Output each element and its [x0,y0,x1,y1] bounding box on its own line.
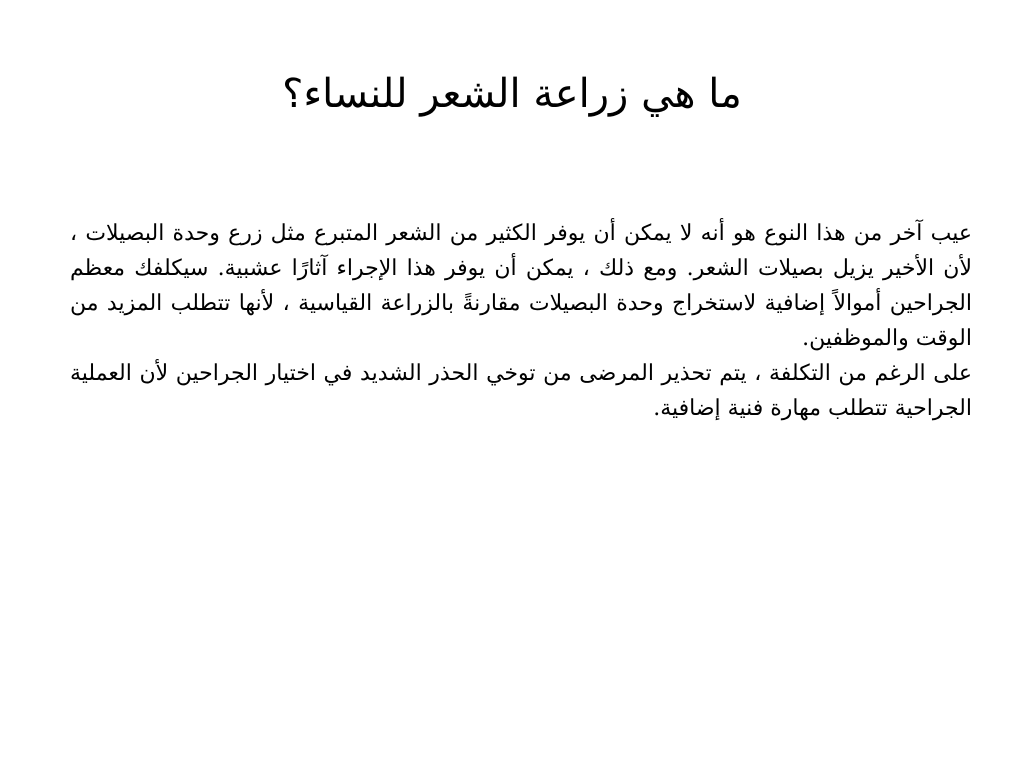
slide-body [70,216,972,426]
body-paragraph: على الرغم من التكلفة ، يتم تحذير المرضى من توخي الحذر الشديد في اختيار الجراحين لأن العملية الجراحية تتطلب مهارة فنية إضافية. [70,361,972,421]
slide-title: ما هي زراعة الشعر للنساء؟ [282,71,742,117]
body-paragraph: عيب آخر من هذا النوع هو أنه لا يمكن أن يوفر الكثير من الشعر المتبرع مثل زرع وحدة البصيلات ، لأن الأخير يزيل بصيلات الشعر. ومع ذلك ، يمكن أن يوفر هذا الإجراء آثارًا عشبية. سيكلفك معظم الجراحين أموالاً إضافية لاستخراج وحدة البصيلات مقارنةً بالزراعة القياسية ، لأنها تتطلب المزيد من الوقت والموظفين. [70,221,972,351]
